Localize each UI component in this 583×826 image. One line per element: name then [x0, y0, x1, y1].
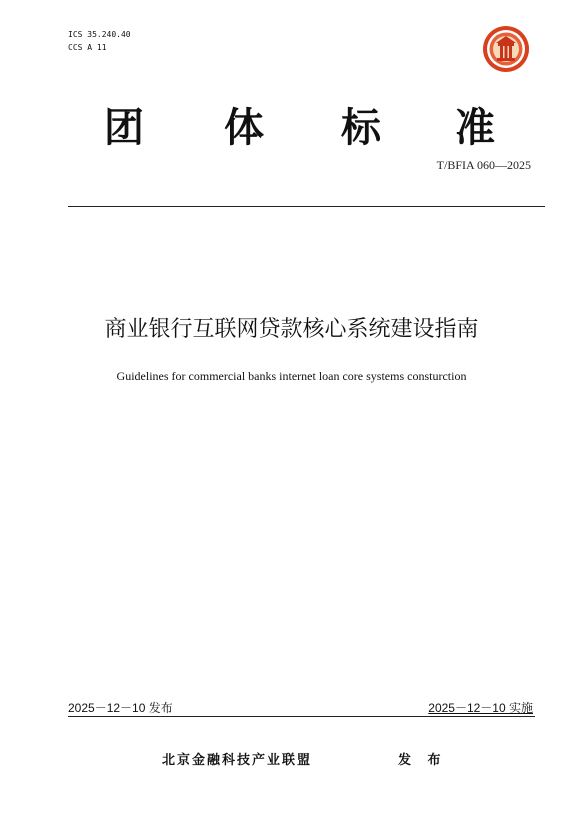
- standard-type-char: 标: [341, 105, 381, 151]
- classification-codes: [68, 28, 131, 54]
- implementation-date: 2025－12－10 实施: [428, 701, 533, 715]
- standard-number: T/BFIA 060—2025: [436, 158, 531, 172]
- publisher-name: 北京金融科技产业联盟: [162, 753, 313, 768]
- standard-type-char: 团: [104, 105, 144, 151]
- bottom-divider: [68, 716, 535, 717]
- association-emblem-icon: [482, 25, 530, 73]
- standard-type-char: 体: [224, 105, 264, 151]
- document-title-chinese: 商业银行互联网贷款核心系统建设指南: [104, 317, 479, 342]
- standard-type-heading: [0, 100, 583, 160]
- document-title-english: Guidelines for commercial banks internet loan core systems consturction: [116, 369, 467, 383]
- ics-code: ICS 35.240.40: [68, 30, 131, 39]
- standard-type-char: 准: [455, 105, 495, 151]
- issue-date: 2025－12－10 发布: [68, 701, 173, 715]
- ccs-code: CCS A 11: [68, 43, 107, 52]
- top-divider: [68, 206, 545, 207]
- publish-label: 发 布: [398, 753, 447, 768]
